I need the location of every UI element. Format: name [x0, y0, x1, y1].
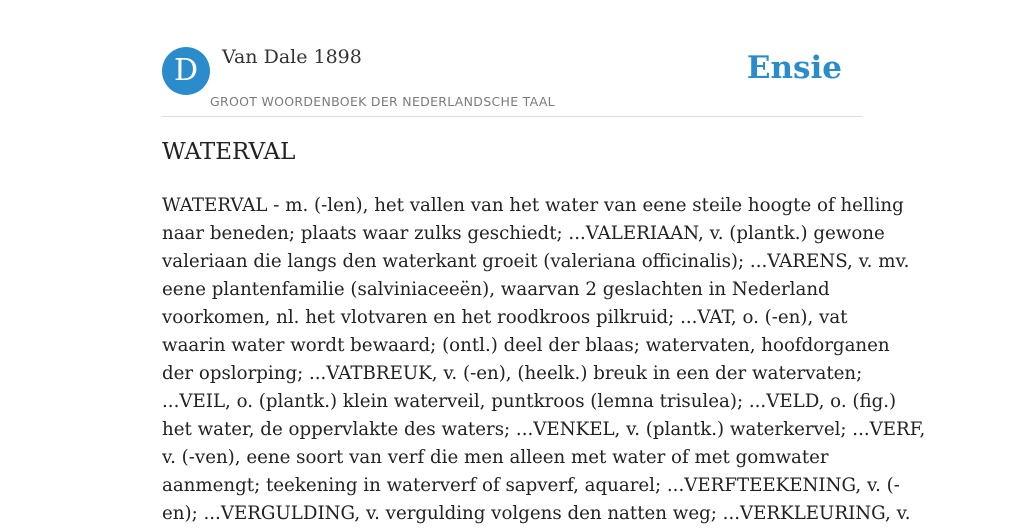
definition-line: WATERVAL - m. (-len), het vallen van het water van eene steile hoogte of helling	[162, 195, 904, 216]
definition-line: eene plantenfamilie (salviniaceeën), waarvan 2 geslachten in Nederland	[162, 279, 830, 300]
source-title-link[interactable]: Van Dale 1898	[222, 46, 362, 68]
definition-line: ...VEIL, o. (plantk.) klein waterveil, puntkroos (lemna trisulea); ...VELD, o. (fig.)	[162, 391, 897, 412]
dictionary-header	[162, 44, 862, 117]
definition-line: valeriaan die langs den waterkant groeit (valeriana officinalis); ...VARENS, v. mv.	[162, 251, 910, 272]
definition-line: voorkomen, nl. het vlotvaren en het roodkroos pilkruid; ...VAT, o. (-en), vat	[162, 307, 848, 328]
definition-line: waarin water wordt bewaard; (ontl.) deel der blaas; watervaten, hoofdorganen	[162, 335, 890, 356]
entry-headword: WATERVAL	[162, 139, 296, 165]
definition-line: het water, de oppervlakte des waters; ...VENKEL, v. (plantk.) waterkervel; ...VERF,	[162, 419, 926, 440]
definition-line: en); ...VERGULDING, v. vergulding volgens den natten weg; ...VERKLEURING, v.	[162, 503, 911, 524]
entry-definition	[162, 192, 926, 528]
definition-line: der opslorping; ...VATBREUK, v. (-en), (heelk.) breuk in een der watervaten;	[162, 363, 863, 384]
source-logo-badge[interactable]: D	[162, 47, 210, 95]
definition-line: v. (-ven), eene soort van verf die men alleen met water of met gomwater	[162, 447, 829, 468]
source-subtitle: GROOT WOORDENBOEK DER NEDERLANDSCHE TAAL	[210, 94, 555, 109]
definition-line: naar beneden; plaats waar zulks geschiedt; ...VALERIAAN, v. (plantk.) gewone	[162, 223, 885, 244]
brand-logo[interactable]: Ensie	[746, 50, 842, 86]
definition-line: aanmengt; teekening in waterverf of sapverf, aquarel; ...VERFTEEKENING, v. (-	[162, 475, 900, 496]
